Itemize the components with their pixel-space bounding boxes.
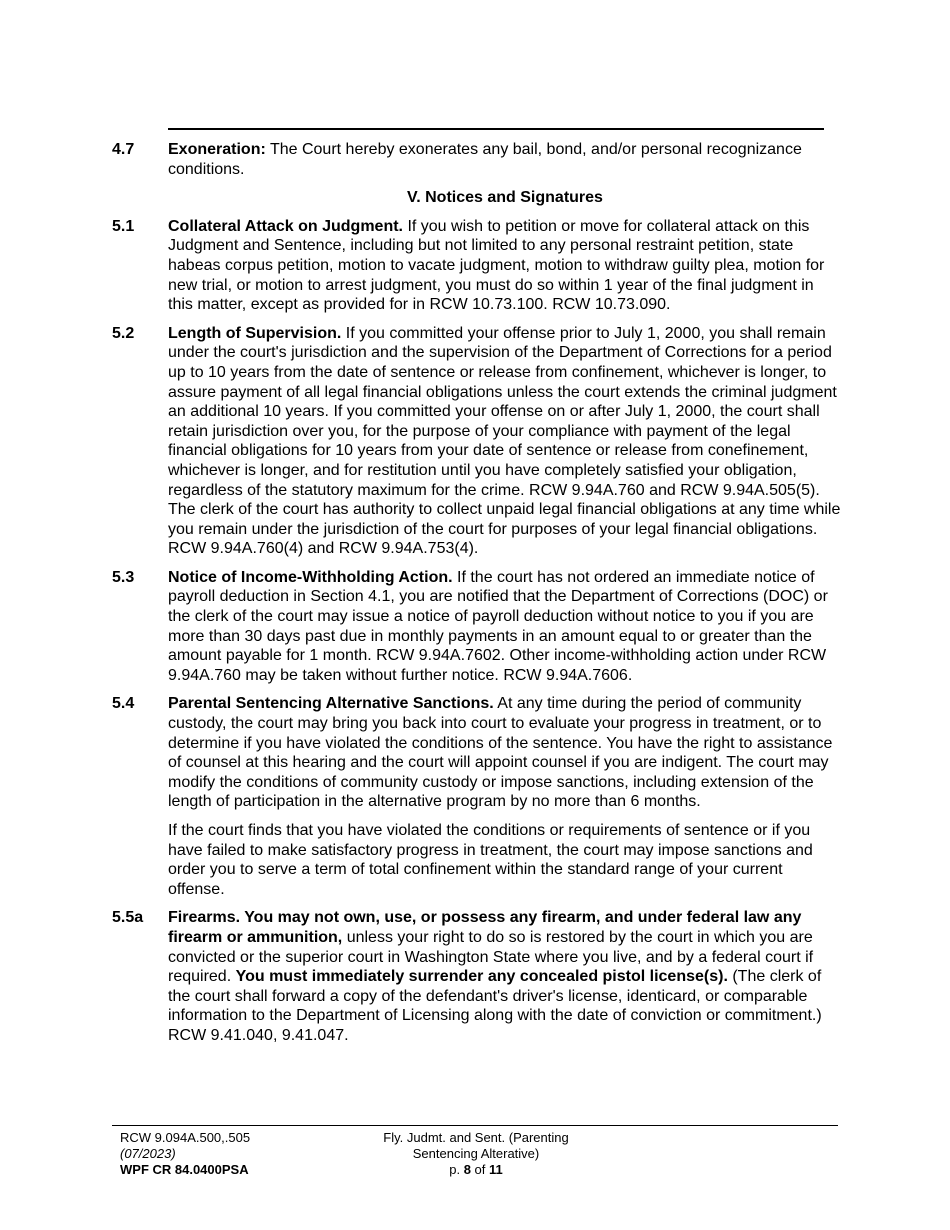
section-number: 5.1 bbox=[112, 217, 135, 235]
section-body bbox=[168, 694, 842, 899]
footer-center bbox=[360, 1130, 592, 1178]
section-5-2 bbox=[112, 324, 842, 559]
section-number: 5.5a bbox=[112, 909, 144, 927]
section-text: If you wish to petition or move for collateral attack on this Judgment and Sentence, including but not limited to any personal restraint petition, state habeas corpus petition, motion to vacate judgment, motion to withdraw guilty plea, motion for new trial, or motion to arrest judgment, you must do so within 1 year of the final judgment in this matter, except as provided for in RCW 10.73.100. RCW 10.73.090. bbox=[168, 217, 825, 314]
section-body bbox=[168, 140, 842, 179]
section-text-2: (The clerk of the court shall forward a copy of the defendant's driver's license, identicard, or comparable information to the Department of Licensing along with the date of conviction or commitment.) RCW 9.41.040, 9.41.047. bbox=[168, 968, 822, 1044]
section-body bbox=[168, 324, 842, 559]
footer-date: (07/2023) bbox=[120, 1146, 176, 1161]
section-paragraph-2: If the court finds that you have violated the conditions or requirements of sentence or if you have failed to make satisfactory progress in treatment, the court may impose sanctions and order you to serve a term of total confinement within the standard range of your current offense. bbox=[168, 822, 813, 898]
section-title: Firearms. You may not own, use, or possess any firearm, and under federal law any firearm or ammunition, bbox=[168, 909, 802, 946]
section-heading: V. Notices and Signatures bbox=[407, 189, 603, 207]
page-total: 11 bbox=[489, 1162, 503, 1177]
section-4-7 bbox=[112, 140, 842, 179]
section-title: Collateral Attack on Judgment. bbox=[168, 217, 403, 235]
page-indicator bbox=[360, 1162, 592, 1178]
section-text: unless your right to do so is restored by the court in which you are convicted or the superior court in Washington State where you live, and by a federal court if required. bbox=[168, 928, 814, 986]
section-number: 5.4 bbox=[112, 695, 135, 713]
section-text: The Court hereby exonerates any bail, bond, and/or personal recognizance conditions. bbox=[168, 141, 802, 178]
page-of: of bbox=[470, 1162, 490, 1177]
footer-left bbox=[120, 1130, 250, 1178]
section-text: At any time during the period of community custody, the court may bring you back into court to evaluate your progress in treatment, or to determine if you have violated the conditions of the sentence. You have the right to assistance of counsel at this hearing and the court will appoint counsel if you are indigent. The court may modify the conditions of community custody or impose sanctions, including extension of the length of participation in the alternative program by no more than 6 months. bbox=[168, 695, 833, 811]
section-body bbox=[168, 217, 842, 315]
section-5-5a bbox=[112, 908, 842, 1045]
footer-title-line-1: Fly. Judmt. and Sent. (Parenting bbox=[383, 1130, 569, 1145]
section-bold-notice: You must immediately surrender any concealed pistol license(s). bbox=[235, 968, 728, 986]
section-body bbox=[168, 568, 842, 686]
section-5-4 bbox=[112, 694, 842, 899]
section-number: 5.3 bbox=[112, 568, 135, 586]
section-text: If the court has not ordered an immediate notice of payroll deduction in Section 4.1, you are notified that the Department of Corrections (DOC) or the clerk of the court may issue a notice of payroll deduction without notice to you if you are more than 30 days past due in monthly payments in an amount equal to or greater than the amount payable for 1 month. RCW 9.94A.7602. Other income-withholding action under RCW 9.94A.760 may be taken without further notice. RCW 9.94A.7606. bbox=[168, 568, 828, 684]
section-title: Notice of Income-Withholding Action. bbox=[168, 568, 453, 586]
section-number: 4.7 bbox=[112, 141, 135, 158]
page-number: 8 bbox=[463, 1162, 471, 1177]
section-number: 5.2 bbox=[112, 324, 135, 342]
section-title: Exoneration: bbox=[168, 141, 266, 158]
section-5-3 bbox=[112, 568, 842, 686]
footer-divider bbox=[112, 1125, 838, 1126]
footer-title-line-2: Sentencing Alterative) bbox=[412, 1146, 540, 1161]
section-title: Parental Sentencing Alternative Sanctions. bbox=[168, 695, 494, 713]
section-text: If you committed your offense prior to July 1, 2000, you shall remain under the court's jurisdiction and the supervision of the Department of Corrections for a period up to 10 years from the date of sentence or release from confinement, whichever is longer, to assure payment of all legal financial obligations unless the court extends the criminal judgment an additional 10 years. If you committed your offense on or after July 1, 2000, the court shall retain jurisdiction over you, for the purpose of your compliance with payment of the legal financial obligations for 10 years from your date of sentence or release from conefinement, whichever is longer, and for restitution until you have completely satisfied your obligation, regardless of the statutory maximum for the crime. RCW 9.94A.760 and RCW 9.94A.505(5). The clerk of the court has authority to collect unpaid legal financial obligations at any time while you remain under the jurisdiction of the court for purposes of your legal financial obligations. RCW 9.94A.760(4) and RCW 9.94A.753(4). bbox=[168, 324, 841, 558]
document-body bbox=[112, 140, 842, 1055]
page-prefix: p. bbox=[449, 1162, 464, 1177]
section-5-1 bbox=[112, 217, 842, 315]
section-body bbox=[168, 908, 842, 1045]
top-divider bbox=[168, 128, 824, 130]
footer-form-number: WPF CR 84.0400PSA bbox=[120, 1162, 249, 1177]
section-title: Length of Supervision. bbox=[168, 324, 342, 342]
footer-rcw: RCW 9.094A.500,.505 bbox=[120, 1130, 251, 1145]
